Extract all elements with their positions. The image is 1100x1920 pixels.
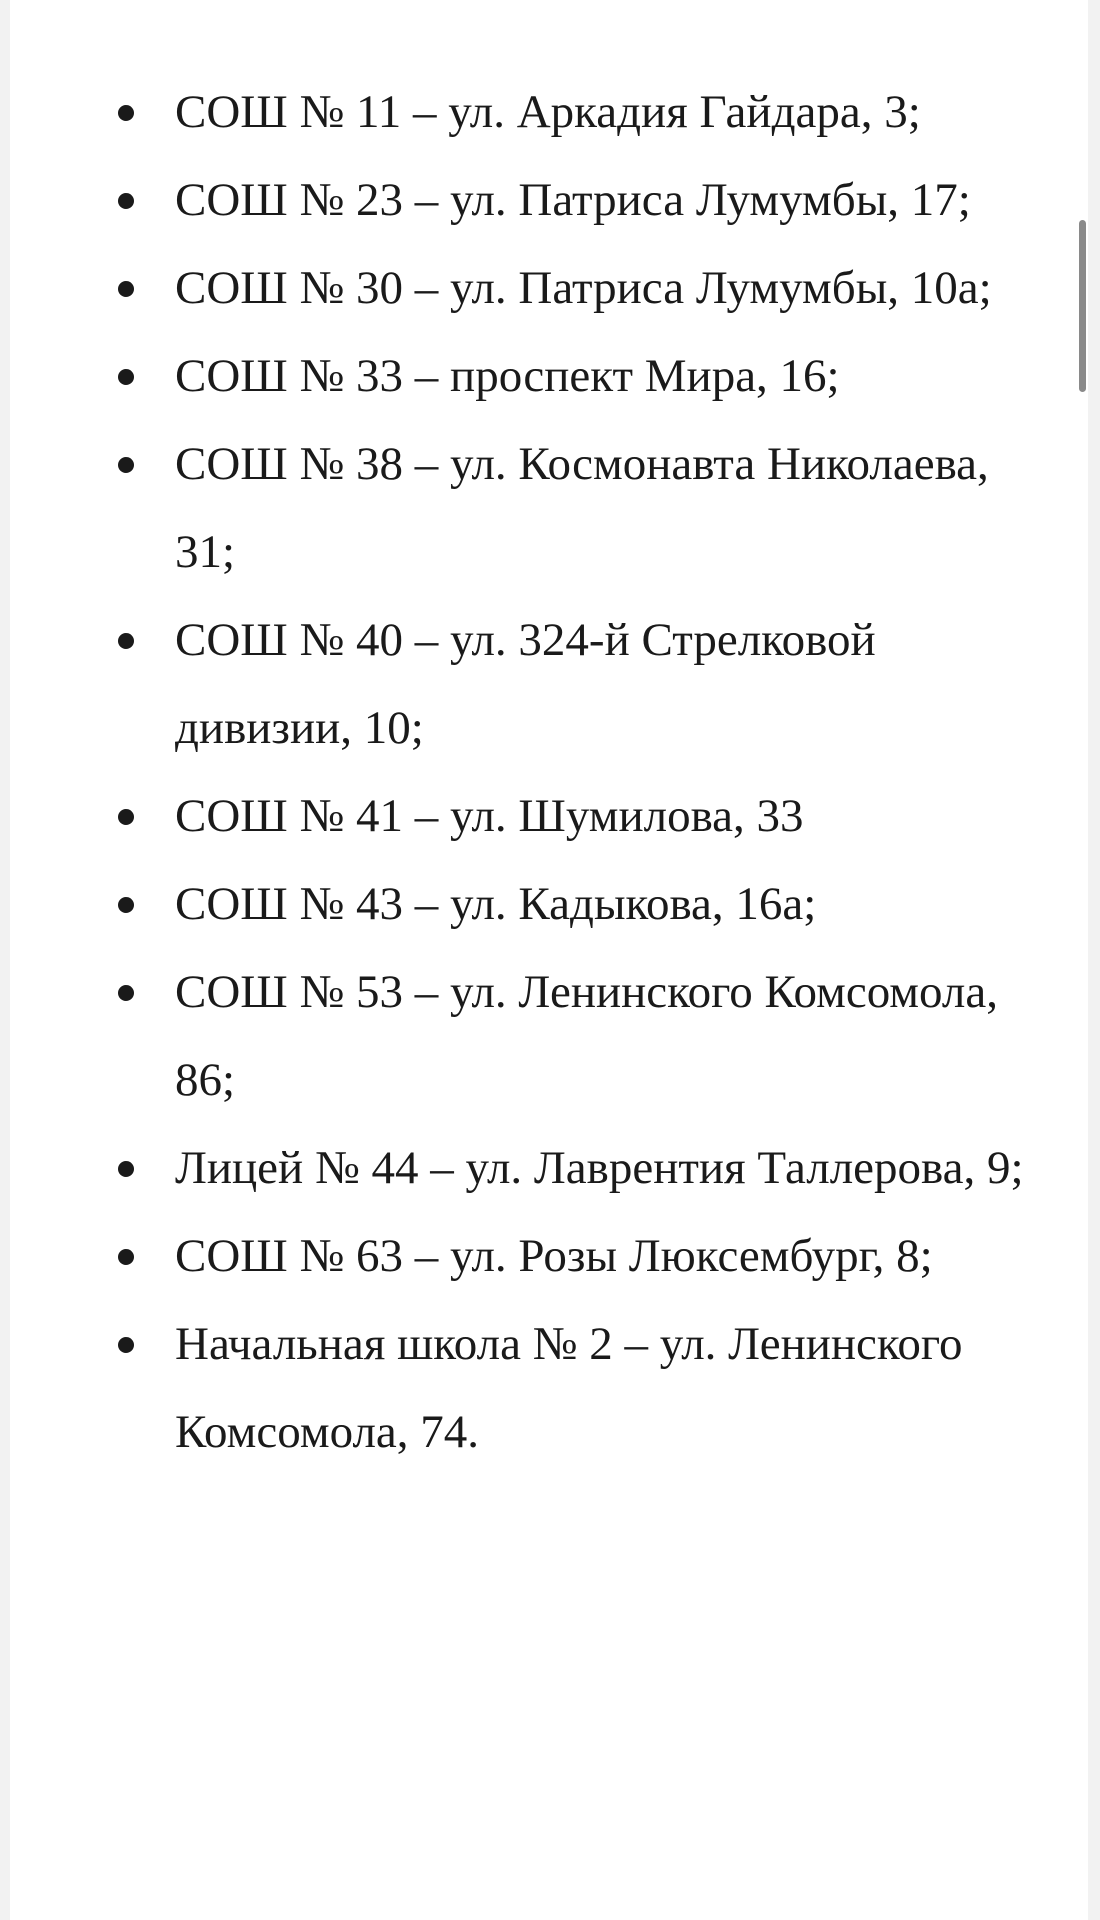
scrollbar-thumb[interactable] <box>1079 220 1086 392</box>
list-item: СОШ № 41 – ул. Шумилова, 33 <box>175 772 1040 860</box>
list-item: СОШ № 40 – ул. 324-й Стрелковой дивизии, 10; <box>175 596 1040 772</box>
list-item: СОШ № 11 – ул. Аркадия Гайдара, 3; <box>175 68 1040 156</box>
list-item: Лицей № 44 – ул. Лаврентия Таллерова, 9; <box>175 1124 1040 1212</box>
list-item: СОШ № 43 – ул. Кадыкова, 16а; <box>175 860 1040 948</box>
list-item: СОШ № 63 – ул. Розы Люксембург, 8; <box>175 1212 1040 1300</box>
right-page-edge <box>1088 0 1100 1920</box>
list-item: Начальная школа № 2 – ул. Ленинского Комсомола, 74. <box>175 1300 1040 1476</box>
list-item: СОШ № 23 – ул. Патриса Лумумбы, 17; <box>175 156 1040 244</box>
list-item: СОШ № 33 – проспект Мира, 16; <box>175 332 1040 420</box>
list-item: СОШ № 30 – ул. Патриса Лумумбы, 10а; <box>175 244 1040 332</box>
list-item: СОШ № 53 – ул. Ленинского Комсомола, 86; <box>175 948 1040 1124</box>
list-item: СОШ № 38 – ул. Космонавта Николаева, 31; <box>175 420 1040 596</box>
